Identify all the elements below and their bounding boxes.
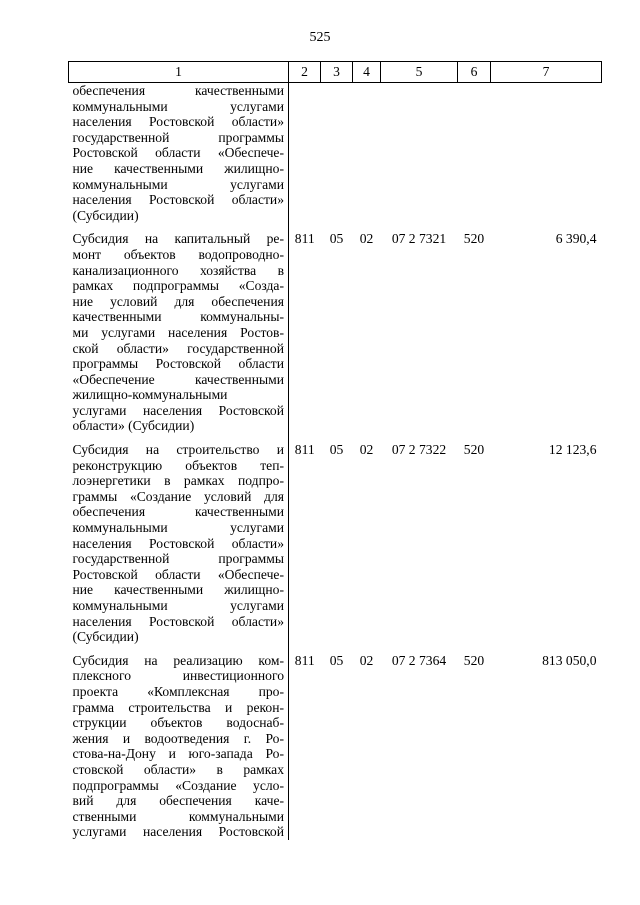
cell-section	[321, 83, 353, 232]
description-line: ние условий для обеспечения	[72, 293, 284, 309]
description-line: монт объектов водопроводно-	[72, 246, 284, 262]
column-header-7: 7	[491, 62, 602, 83]
description-line: обеспечения качественными	[72, 83, 284, 98]
description-line: качественными коммунальны-	[72, 309, 284, 325]
description-line: плексного инвестиционного	[72, 668, 284, 684]
cell-target-article	[381, 83, 458, 232]
cell-ministry: 811	[294, 652, 315, 668]
description-line: граммы «Создание условий для	[72, 488, 284, 504]
description-line: «Обеспечение качественными	[72, 371, 284, 387]
column-header-2: 2	[289, 62, 321, 83]
table-row	[69, 83, 602, 232]
description-line: коммунальными услугами	[72, 520, 284, 536]
cell-amount: 6 390,4	[555, 231, 597, 247]
description-line: коммунальными услугами	[72, 598, 284, 613]
description-line: вий для обеспечения каче-	[72, 793, 284, 809]
description-line: услугами населения Ростовской	[72, 402, 284, 418]
cell-target-article: 07 2 7322	[391, 442, 447, 458]
description-line: Субсидия на реализацию ком-	[72, 652, 284, 668]
description-line: населения Ростовской области»	[72, 114, 284, 130]
description-line: области» (Субсидии)	[72, 418, 195, 434]
description-line: государственной программы	[72, 551, 284, 567]
column-header-4: 4	[353, 62, 381, 83]
cell-subsection	[353, 83, 381, 232]
cell-expense-type: 520	[463, 652, 485, 668]
description-line: (Субсидии)	[72, 207, 139, 223]
description-line: (Субсидии)	[72, 629, 139, 645]
cell-subsection: 02	[359, 231, 374, 247]
description-line: ние качественными жилищно-	[72, 582, 284, 598]
row-description	[69, 83, 289, 232]
description-line: жилищно-коммунальными	[72, 387, 228, 403]
description-line: подпрограммы «Создание усло-	[72, 777, 284, 793]
description-line: коммунальными услугами	[72, 98, 284, 114]
row-description	[69, 442, 289, 653]
description-line: грамма строительства и рекон-	[72, 699, 284, 715]
cell-section: 05	[329, 442, 344, 458]
description-line: Субсидия на капитальный ре-	[72, 231, 284, 247]
description-line: стова-на-Дону и юго-запада Ро-	[72, 746, 284, 762]
description-line: канализационного хозяйства в	[72, 262, 284, 278]
cell-amount	[491, 83, 602, 232]
description-line: Ростовской области «Обеспече-	[72, 145, 284, 161]
description-line: проекта «Комплексная про-	[72, 683, 284, 699]
description-line: ми услугами населения Ростов-	[72, 324, 284, 340]
cell-section: 05	[329, 231, 344, 247]
cell-subsection: 02	[359, 442, 374, 458]
page-number: 525	[309, 30, 331, 45]
description-line: государственной программы	[72, 129, 284, 145]
column-number-row	[69, 62, 602, 83]
description-line: населения Ростовской области»	[72, 613, 284, 629]
description-line: реконструкцию объектов теп-	[72, 457, 284, 473]
cell-amount: 813 050,0	[542, 652, 597, 668]
description-line: населения Ростовской области»	[72, 535, 284, 551]
table-row	[69, 653, 602, 840]
description-line: Субсидия на строительство и	[72, 442, 284, 458]
description-line: услугами населения Ростовской	[72, 824, 284, 840]
description-line: обеспечения качественными	[72, 504, 284, 520]
cell-ministry: 811	[294, 231, 315, 247]
row-description	[69, 231, 289, 442]
column-header-1: 1	[69, 62, 289, 83]
table-row	[69, 231, 602, 442]
description-line: стовской области» в рамках	[72, 761, 284, 777]
cell-subsection: 02	[359, 652, 374, 668]
column-header-3: 3	[321, 62, 353, 83]
cell-target-article: 07 2 7321	[391, 231, 447, 247]
cell-expense-type: 520	[463, 442, 485, 458]
description-line: ние качественными жилищно-	[72, 160, 284, 176]
table-row	[69, 442, 602, 653]
budget-table	[68, 61, 602, 840]
cell-ministry: 811	[294, 442, 315, 458]
cell-amount: 12 123,6	[548, 442, 597, 458]
description-line: коммунальными услугами	[72, 176, 284, 192]
cell-target-article: 07 2 7364	[391, 652, 447, 668]
column-header-6: 6	[458, 62, 491, 83]
description-line: программы Ростовской области	[72, 356, 284, 372]
description-line: рамках подпрограммы «Созда-	[72, 278, 284, 294]
cell-expense-type: 520	[463, 231, 485, 247]
cell-section: 05	[329, 652, 344, 668]
description-line: Ростовской области «Обеспече-	[72, 566, 284, 582]
description-line: ской области» государственной	[72, 340, 284, 356]
description-line: населения Ростовской области»	[72, 192, 284, 208]
description-line: струкции объектов водоснаб-	[72, 715, 284, 731]
description-line: жения и водоотведения г. Ро-	[72, 730, 284, 746]
description-line: ственными коммунальными	[72, 808, 284, 824]
description-line: лоэнергетики в рамках подпро-	[72, 473, 284, 489]
cell-ministry	[289, 83, 321, 232]
cell-expense-type	[458, 83, 491, 232]
row-description	[69, 653, 289, 840]
column-header-5: 5	[381, 62, 458, 83]
